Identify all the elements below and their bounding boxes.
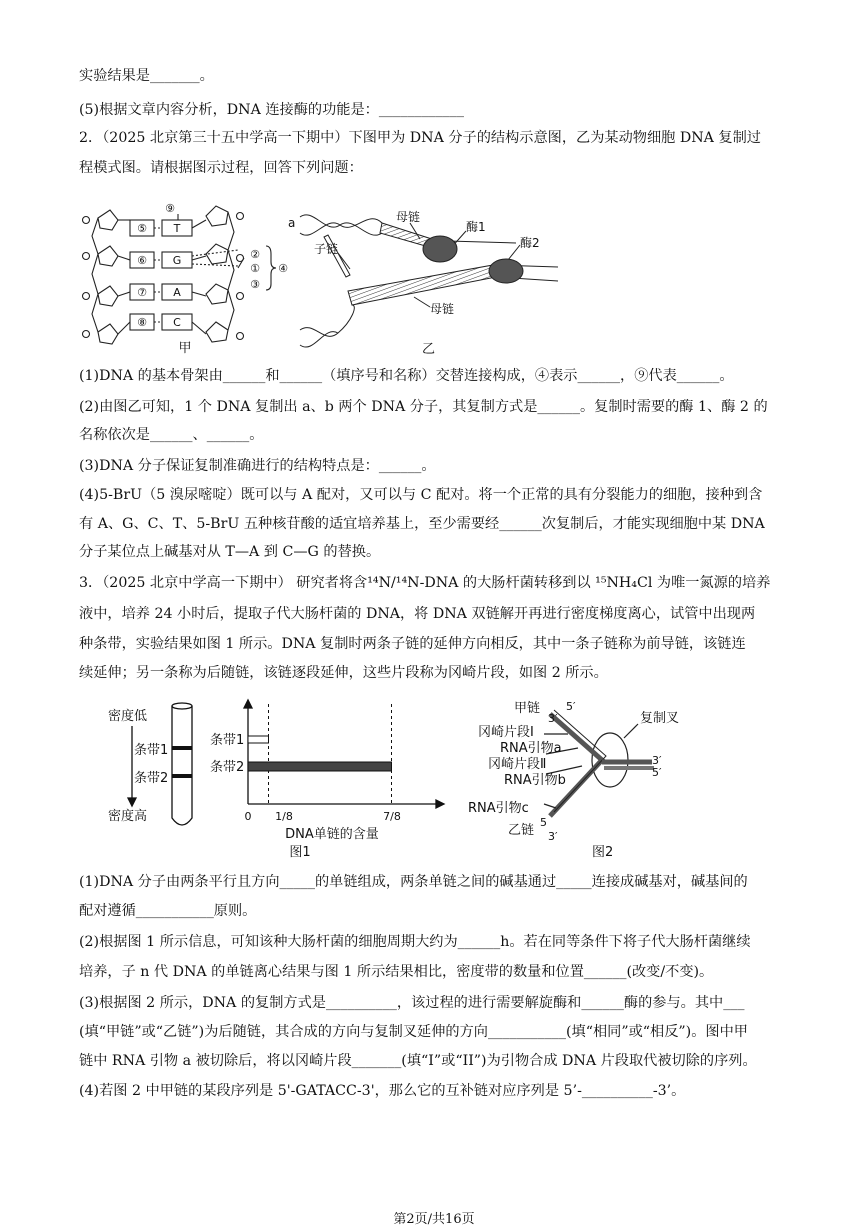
label-3prime-bottom: 3′ xyxy=(548,830,558,843)
question-line: 分子某位点上碱基对从 T—A 到 C—G 的替换。 xyxy=(79,544,381,560)
label-3prime: 3′ xyxy=(548,712,558,725)
figure-jia xyxy=(78,198,296,358)
label-5-bottom: 5 xyxy=(540,816,547,829)
figure-caption: 乙 xyxy=(422,342,436,357)
label-5prime: 5′ xyxy=(566,700,576,713)
label-enzyme-2: 酶2 xyxy=(520,236,540,250)
question-line: (2)根据图 1 所示信息，可知该种大肠杆菌的细胞周期大约为______h。若在同等条件下将子代大肠杆菌继续 xyxy=(79,934,751,950)
bar-1 xyxy=(248,736,269,743)
bar-2 xyxy=(248,762,392,771)
num-label: ⑥ xyxy=(137,254,147,267)
figure-yi xyxy=(288,205,578,360)
question-line: (3)DNA 分子保证复制准确进行的结构特点是：______。 xyxy=(79,458,436,474)
label-a: a xyxy=(288,216,296,230)
x-axis-label: DNA单链的含量 xyxy=(285,827,379,842)
question-line: (填“甲链”或“乙链”)为后随链，其合成的方向与复制叉延伸的方向___________(填“相同”或“相反”)。图中甲 xyxy=(79,1024,748,1040)
mark-label: ⑨ xyxy=(165,202,175,215)
num-label: ⑧ xyxy=(137,316,147,329)
question-line: (1)DNA 的基本骨架由______和______（填序号和名称）交替连接构成，④表示______，⑨代表______。 xyxy=(79,368,734,384)
label-primer-c: RNA引物c xyxy=(468,801,529,816)
tick-1-8: 1/8 xyxy=(275,810,293,823)
base-label: C xyxy=(173,316,181,329)
tube-band-2 xyxy=(172,774,192,778)
figure-2 xyxy=(462,698,722,863)
question-3-stem: 3．（2025 北京中学高一下期中） 研究者将含¹⁴N/¹⁴N-DNA 的大肠杆菌转移到以 ¹⁵NH₄Cl 为唯一氮源的培养 xyxy=(79,575,771,591)
label-daughter: 子链 xyxy=(314,242,339,256)
text-line: (5)根据文章内容分析，DNA 连接酶的功能是：____________ xyxy=(79,102,464,118)
mark-label: ③ xyxy=(250,278,260,291)
label-mother-bottom: 母链 xyxy=(430,302,455,316)
label-tube-band-1: 条带1 xyxy=(134,743,169,758)
figure-caption: 图2 xyxy=(592,845,614,860)
enzyme-1-shape xyxy=(423,236,457,262)
tube-band-1 xyxy=(172,746,192,750)
tick-7-8: 7/8 xyxy=(383,810,401,823)
label-3prime-right: 3′ xyxy=(652,754,662,767)
question-line: (3)根据图 2 所示，DNA 的复制方式是__________，该过程的进行需要解旋酶和______酶的参与。其中___ xyxy=(79,995,745,1011)
mark-label: ② xyxy=(250,248,260,261)
tick-0: 0 xyxy=(244,810,252,823)
label-okazaki-2: 冈崎片段Ⅱ xyxy=(488,757,547,772)
page-footer: 第2页/共16页 xyxy=(393,1212,475,1227)
label-density-low: 密度低 xyxy=(108,709,148,724)
mark-label: ④ xyxy=(278,262,288,275)
question-line: 培养，子 n 代 DNA 的单链离心结果与图 1 所示结果相比，密度带的数量和位置______(改变/不变)。 xyxy=(79,964,714,980)
question-line: 链中 RNA 引物 a 被切除后，将以冈崎片段_______(填“I”或“II”)为引物合成 DNA 片段取代被切除的序列。 xyxy=(79,1053,757,1069)
question-line: 配对遵循___________原则。 xyxy=(79,903,257,919)
text-line: 程模式图。请根据图示过程，回答下列问题： xyxy=(79,160,363,176)
label-okazaki-1: 冈崎片段Ⅰ xyxy=(478,725,534,740)
text-line: 实验结果是_______。 xyxy=(79,68,214,84)
base-label: A xyxy=(173,286,181,299)
base-label: T xyxy=(173,222,181,235)
question-line: 名称依次是______、______。 xyxy=(79,427,264,443)
num-label: ⑦ xyxy=(137,286,147,299)
label-replication-fork: 复制叉 xyxy=(640,711,680,726)
label-enzyme-1: 酶1 xyxy=(466,220,486,234)
label-density-high: 密度高 xyxy=(108,809,148,824)
chart-band-2-label: 条带2 xyxy=(210,760,245,775)
base-label: G xyxy=(172,254,182,267)
question-line: 有 A、G、C、T、5-BrU 五种核苷酸的适宜培养基上，至少需要经______次复制后，才能实现细胞中某 DNA xyxy=(79,516,765,532)
question-line: (1)DNA 分子由两条平行且方向_____的单链组成，两条单链之间的碱基通过_____连接成碱基对，碱基间的 xyxy=(79,874,748,890)
enzyme-2-shape xyxy=(489,259,523,283)
label-tube-band-2: 条带2 xyxy=(134,771,169,786)
text-line: 续延伸；另一条称为后随链，该链逐段延伸，这些片段称为冈崎片段，如图 2 所示。 xyxy=(79,665,608,681)
figure-caption: 图1 xyxy=(289,845,311,860)
text-line: 液中，培养 24 小时后，提取子代大肠杆菌的 DNA，将 DNA 双链解开再进行密度梯度离心，试管中出现两 xyxy=(79,606,756,622)
label-primer-a: RNA引物a xyxy=(500,741,562,756)
question-line: (2)由图乙可知，1 个 DNA 复制出 a、b 两个 DNA 分子，其复制方式是______。复制时需要的酶 1、酶 2 的 xyxy=(79,399,768,415)
question-line: (4)5-BrU（5 溴尿嘧啶）既可以与 A 配对，又可以与 C 配对。将一个正常的具有分裂能力的细胞，接种到含 xyxy=(79,487,763,503)
label-primer-b: RNA引物b xyxy=(504,773,566,788)
text-line: 种条带，实验结果如图 1 所示。DNA 复制时两条子链的延伸方向相反，其中一条子链称为前导链，该链连 xyxy=(79,636,746,652)
num-label: ⑤ xyxy=(137,222,147,235)
label-yi-chain: 乙链 xyxy=(508,823,535,838)
label-jia-chain: 甲链 xyxy=(514,701,541,716)
question-line: (4)若图 2 中甲链的某段序列是 5'-GATACC-3'，那么它的互补链对应序列是 5’-__________-3’。 xyxy=(79,1083,686,1099)
label-mother-top: 母链 xyxy=(396,210,421,224)
label-5prime-right: 5′ xyxy=(652,766,662,779)
chart-band-1-label: 条带1 xyxy=(210,733,245,748)
mark-label: ① xyxy=(250,262,260,275)
question-2-stem: 2．（2025 北京第三十五中学高一下期中）下图甲为 DNA 分子的结构示意图，乙为某动物细胞 DNA 复制过 xyxy=(79,130,761,146)
figure-1 xyxy=(100,698,450,863)
figure-caption: 甲 xyxy=(178,341,192,356)
